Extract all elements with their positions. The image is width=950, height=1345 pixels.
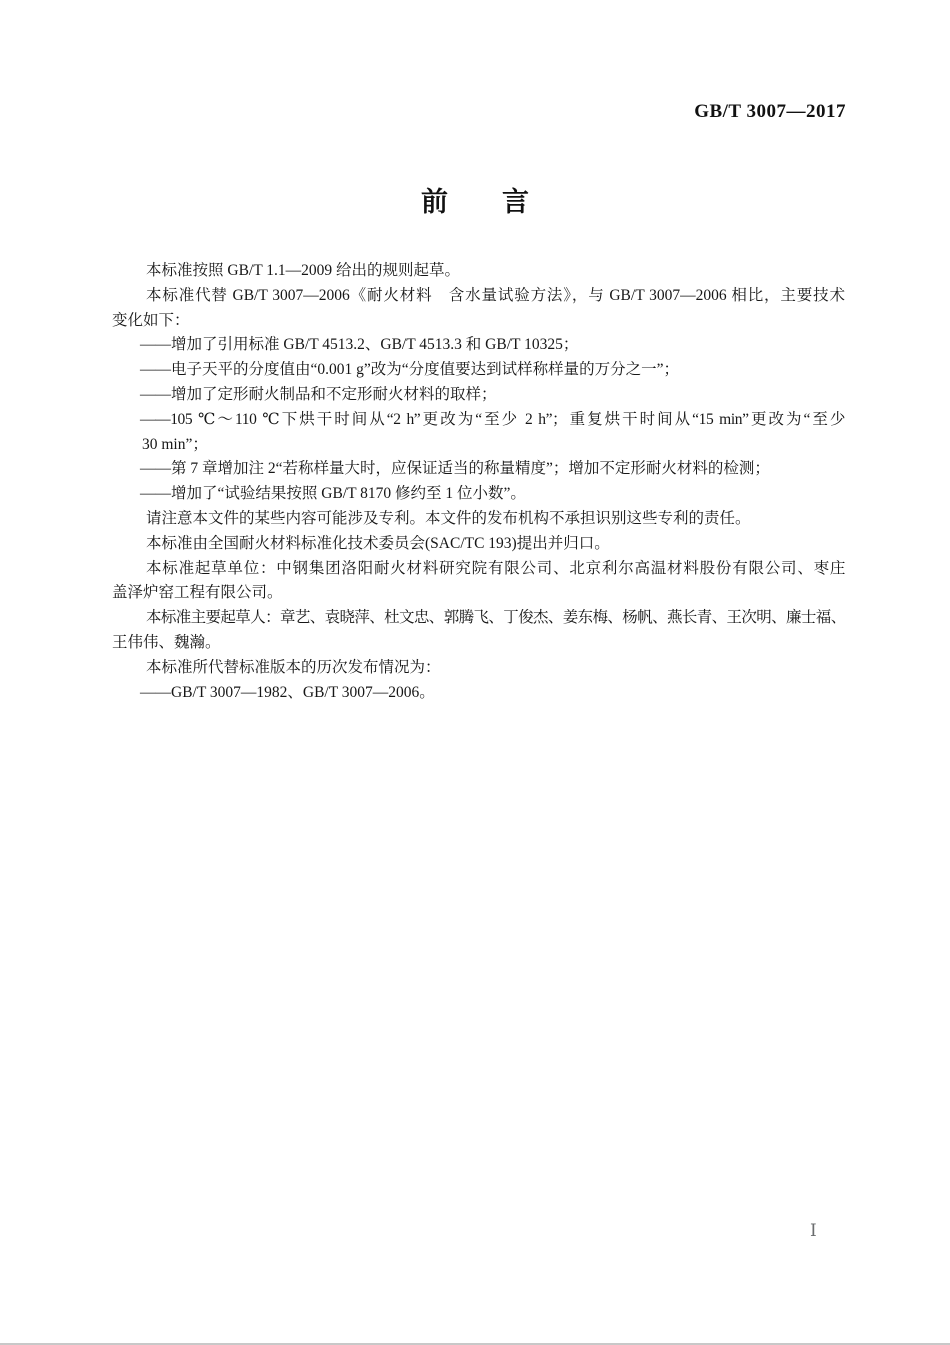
foreword-title: 前 言 [421,187,529,217]
foreword-line: 本标准主要起草人：章艺、袁晓萍、杜文忠、郭腾飞、丁俊杰、姜东梅、杨帆、燕长青、王次明、廉士福、 [146,609,845,627]
foreword-body [112,259,845,705]
foreword-line: 请注意本文件的某些内容可能涉及专利。本文件的发布机构不承担识别这些专利的责任。 [146,509,751,527]
page-number: Ⅰ [810,1221,817,1240]
foreword-line: 王伟伟、魏瀚。 [112,633,221,651]
foreword-list-item: ——电子天平的分度值由“0.001 g”改为“分度值要达到试样称样量的万分之一”； [140,361,680,379]
standard-number-header: GB/T 3007—2017 [694,101,846,122]
foreword-list-item: ——增加了“试验结果按照 GB/T 8170 修约至 1 位小数”。 [140,485,526,503]
foreword-line: 本标准所代替标准版本的历次发布情况为： [146,658,441,676]
foreword-line: 本标准由全国耐火材料标准化技术委员会(SAC/TC 193)提出并归口。 [146,534,610,552]
foreword-line: 盖泽炉窑工程有限公司。 [112,584,283,602]
foreword-list-item: ——第 7 章增加注 2“若称样量大时，应保证适当的称量精度”；增加不定形耐火材料的检测； [140,460,770,478]
foreword-list-item: ——增加了定形耐火制品和不定形耐火材料的取样； [140,385,497,403]
foreword-line: 本标准起草单位：中钢集团洛阳耐火材料研究院有限公司、北京利尔高温材料股份有限公司、枣庄 [146,559,845,577]
foreword-list-item: ——增加了引用标准 GB/T 4513.2、GB/T 4513.3 和 GB/T 10325； [140,336,579,354]
foreword-line: 本标准代替 GB/T 3007—2006《耐火材料 含水量试验方法》，与 GB/T 3007—2006 相比，主要技术 [146,286,845,304]
foreword-line: 本标准按照 GB/T 1.1—2009 给出的规则起草。 [146,262,461,279]
foreword-list-item: ——GB/T 3007—1982、GB/T 3007—2006。 [140,683,435,701]
foreword-list-item: ——105 ℃～110 ℃下烘干时间从“2 h”更改为“至少 2 h”；重复烘干时间从“15 min”更改为“至少 [140,410,845,428]
foreword-list-item-continuation: 30 min”； [142,435,208,453]
foreword-line: 变化如下： [112,311,190,329]
